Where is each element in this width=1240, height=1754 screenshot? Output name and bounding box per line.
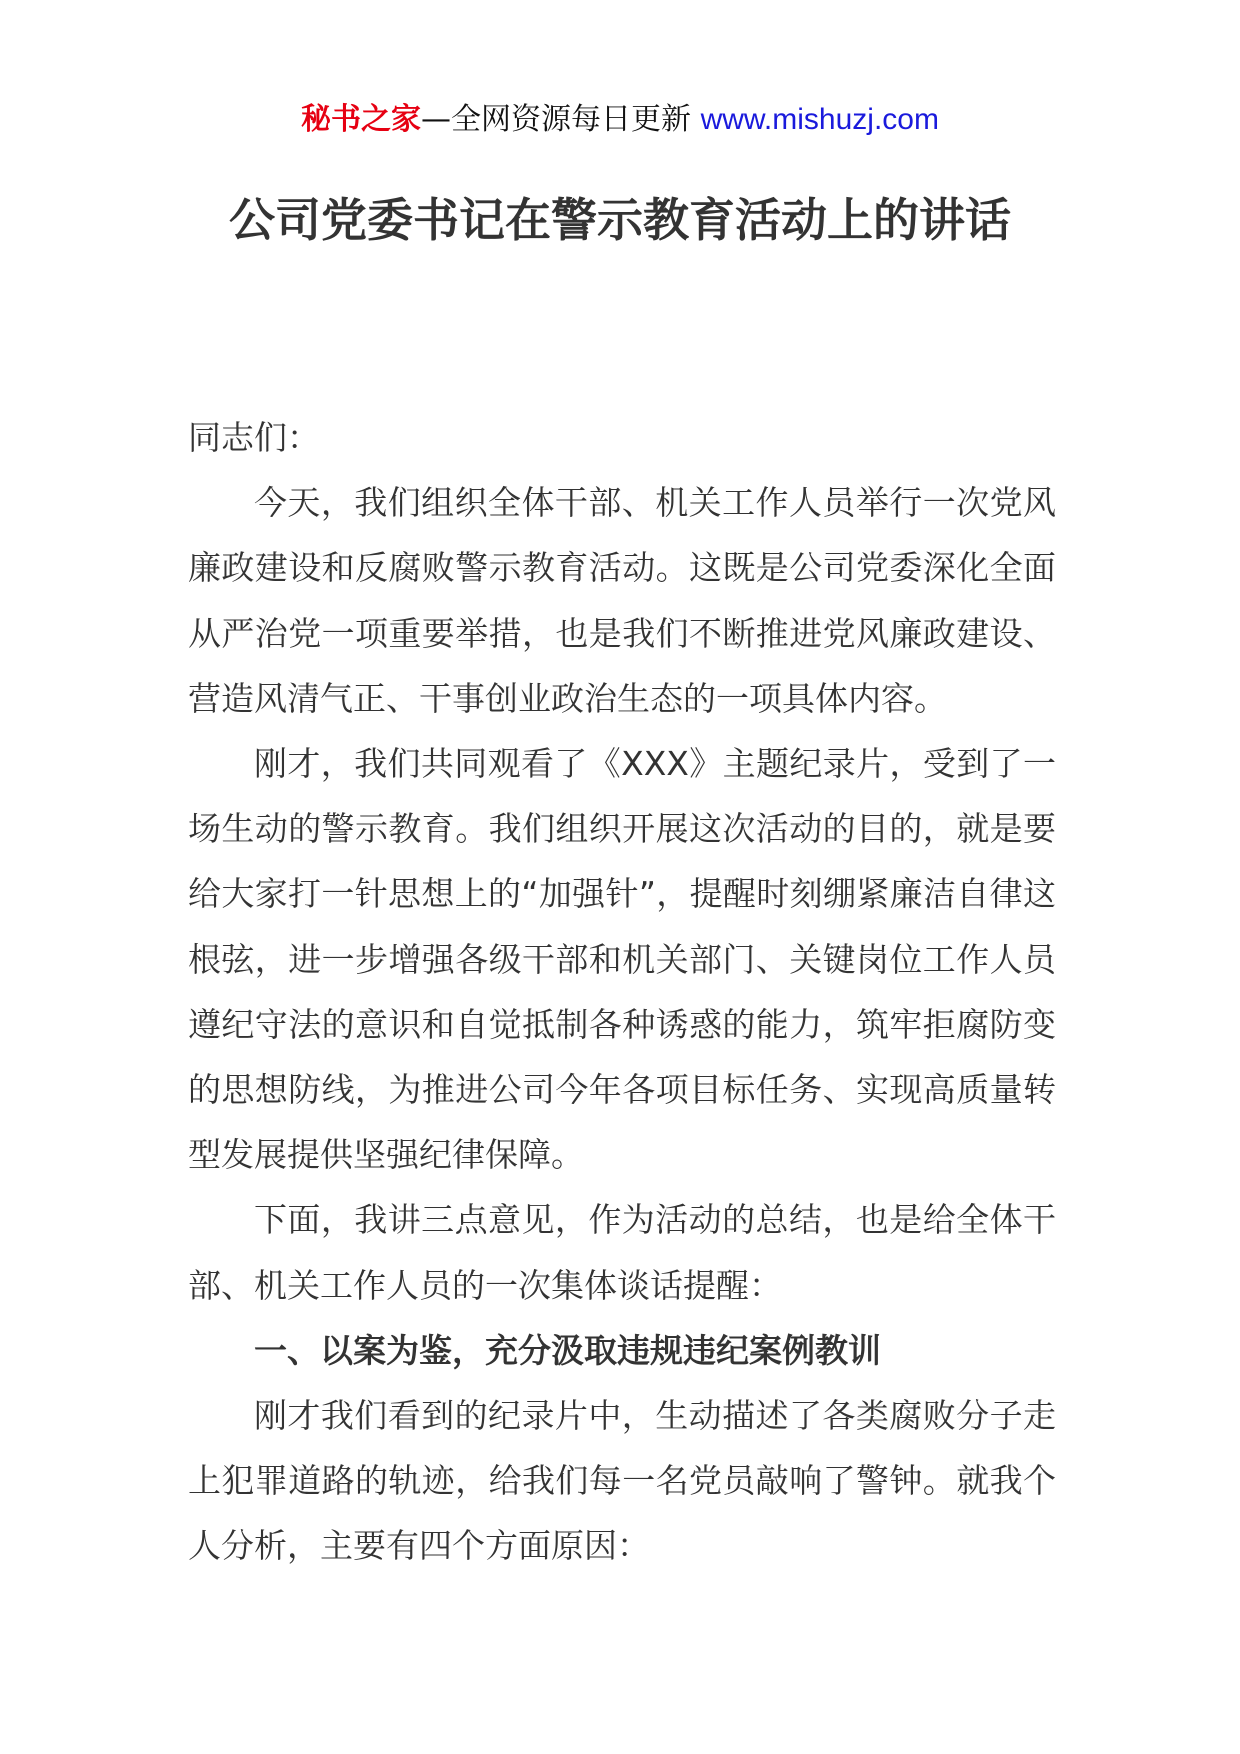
section-heading: 一、以案为鉴，充分汲取违规违纪案例教训 [254,1330,881,1370]
salutation: 同志们： [188,418,320,457]
body-paragraph: 刚才我们看到的纪录片中，生动描述了各类腐败分子走上犯罪道路的轨迹，给我们每一名党员敲响了警钟。就我个人分析，主要有四个方面原因： [188,1396,1056,1566]
document-title: 公司党委书记在警示教育活动上的讲话 [229,193,1011,247]
document-body [188,405,1056,1579]
site-tagline: —全网资源每日更新 [421,102,692,137]
brand-name: 秘书之家 [301,102,422,137]
body-paragraph: 今天，我们组织全体干部、机关工作人员举行一次党风廉政建设和反腐败警示教育活动。这既是公司党委深化全面从严治党一项重要举措，也是我们不断推进党风廉政建设、营造风清气正、干事创业政治生态的一项具体内容。 [188,483,1056,718]
site-url-link[interactable]: www.mishuzj.com [700,103,939,136]
body-paragraph: 刚才，我们共同观看了《XXX》主题纪录片，受到了一场生动的警示教育。我们组织开展这次活动的目的，就是要给大家打一针思想上的“加强针”，提醒时刻绷紧廉洁自律这根弦，进一步增强各级干部和机关部门、关键岗位工作人员遵纪守法的意识和自觉抵制各种诱惑的能力，筑牢拒腐防变的思想防线，为推进公司今年各项目标任务、实现高质量转型发展提供坚强纪律保障。 [188,744,1056,1175]
site-header [0,98,1240,142]
body-paragraph: 下面，我讲三点意见，作为活动的总结，也是给全体干部、机关工作人员的一次集体谈话提醒： [188,1200,1056,1305]
